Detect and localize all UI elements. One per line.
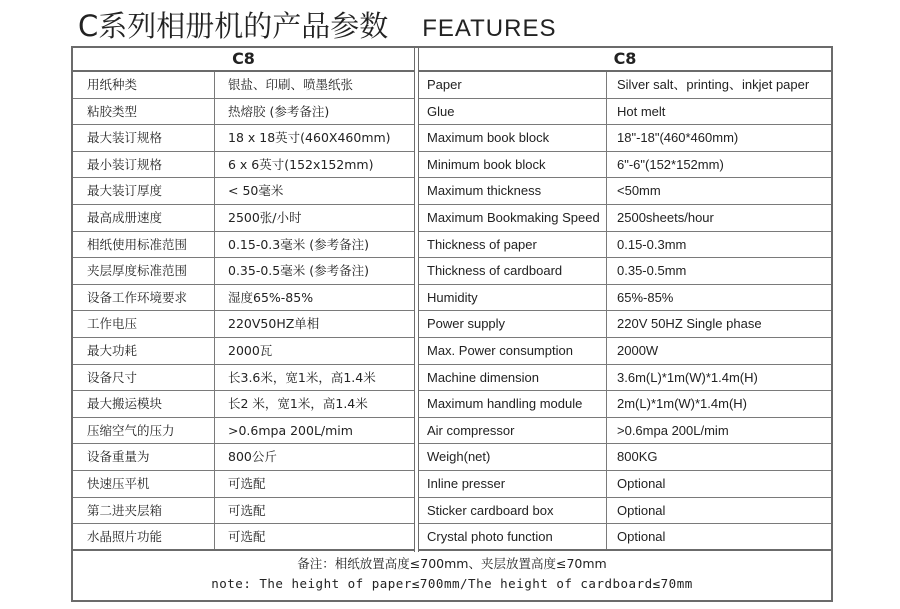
en-spec-label: Maximum Bookmaking Speed [419, 205, 607, 231]
cn-spec-label: 粘胶类型 [73, 99, 215, 125]
cn-spec-label: 最小装订规格 [73, 152, 215, 178]
en-spec-value: Optional [617, 529, 666, 545]
en-spec-row [419, 125, 831, 152]
en-spec-label: Glue [419, 99, 607, 125]
cn-spec-label: 最大装订规格 [73, 125, 215, 151]
cn-spec-value: 2000瓦 [228, 342, 273, 358]
cn-spec-value: 可选配 [228, 502, 266, 518]
cn-spec-label: 相纸使用标准范围 [73, 232, 215, 258]
cn-spec-row [73, 471, 414, 498]
cn-spec-row [73, 311, 414, 338]
cn-spec-label: 压缩空气的压力 [73, 418, 215, 444]
en-spec-label: Sticker cardboard box [419, 498, 607, 524]
cn-spec-row [73, 205, 414, 232]
en-spec-row [419, 152, 831, 179]
en-spec-row [419, 498, 831, 525]
en-spec-value: Optional [617, 502, 666, 518]
en-spec-label: Max. Power consumption [419, 338, 607, 364]
en-spec-label: Maximum book block [419, 125, 607, 151]
cn-spec-label: 快速压平机 [73, 471, 215, 497]
en-spec-label: Thickness of cardboard [419, 258, 607, 284]
en-spec-value: 65%-85% [617, 289, 674, 305]
en-spec-row [419, 471, 831, 498]
cn-spec-row [73, 232, 414, 259]
cn-spec-label: 水晶照片功能 [73, 524, 215, 549]
en-spec-label: Humidity [419, 285, 607, 311]
en-spec-value: Optional [617, 475, 666, 491]
en-spec-row [419, 232, 831, 259]
en-spec-label: Maximum handling module [419, 391, 607, 417]
cn-spec-row [73, 444, 414, 471]
en-spec-row [419, 72, 831, 99]
right-rows [419, 72, 831, 551]
en-spec-value: 3.6m(L)*1m(W)*1.4m(H) [617, 369, 758, 385]
en-spec-label: Weigh(net) [419, 444, 607, 470]
cn-spec-label: 最大功耗 [73, 338, 215, 364]
english-column [419, 48, 831, 551]
cn-spec-value: 可选配 [228, 529, 266, 545]
cn-spec-label: 最高成册速度 [73, 205, 215, 231]
cn-spec-label: 最大搬运模块 [73, 391, 215, 417]
en-spec-value: 18"-18"(460*460mm) [617, 130, 739, 146]
cn-spec-row [73, 99, 414, 126]
cn-spec-label: 设备重量为 [73, 444, 215, 470]
en-spec-value: 220V 50HZ Single phase [617, 316, 762, 332]
en-spec-row [419, 418, 831, 445]
cn-spec-value: 热熔胶 (参考备注) [228, 103, 330, 119]
cn-spec-row [73, 418, 414, 445]
cn-spec-value: 220V50HZ单相 [228, 316, 320, 332]
cn-spec-row [73, 498, 414, 525]
en-spec-label: Inline presser [419, 471, 607, 497]
left-header: C8 [73, 48, 414, 72]
cn-spec-label: 工作电压 [73, 311, 215, 337]
en-spec-value: 2000W [617, 342, 659, 358]
chinese-column [73, 48, 414, 551]
cn-spec-value: 6 x 6英寸(152x152mm) [228, 156, 374, 172]
en-spec-value: 6"-6"(152*152mm) [617, 156, 724, 172]
cn-spec-label: 夹层厚度标准范围 [73, 258, 215, 284]
cn-spec-label: 第二进夹层箱 [73, 498, 215, 524]
en-spec-label: Machine dimension [419, 365, 607, 391]
footer-note-english: note: The height of paper≤700mm/The height of cardboard≤70mm [211, 576, 693, 591]
en-spec-value: 2m(L)*1m(W)*1.4m(H) [617, 396, 747, 412]
title-chinese: C系列相册机的产品参数 [78, 9, 389, 43]
en-spec-value: 800KG [617, 449, 658, 465]
en-spec-row [419, 99, 831, 126]
en-spec-value: 0.35-0.5mm [617, 263, 687, 279]
cn-spec-row [73, 285, 414, 312]
cn-spec-value: 0.15-0.3毫米 (参考备注) [228, 236, 369, 252]
cn-spec-row [73, 258, 414, 285]
en-spec-label: Minimum book block [419, 152, 607, 178]
en-spec-row [419, 285, 831, 312]
en-spec-row [419, 391, 831, 418]
en-spec-row [419, 205, 831, 232]
cn-spec-value: 长2 米，宽1米，高1.4米 [228, 396, 368, 412]
right-header: C8 [419, 48, 831, 72]
cn-spec-value: 湿度65%-85% [228, 289, 314, 305]
cn-spec-value: 18 x 18英寸(460X460mm) [228, 130, 391, 146]
cn-spec-row [73, 365, 414, 392]
en-spec-label: Maximum thickness [419, 178, 607, 204]
cn-spec-label: 最大装订厚度 [73, 178, 215, 204]
cn-spec-value: 0.35-0.5毫米 (参考备注) [228, 263, 369, 279]
cn-spec-row [73, 72, 414, 99]
cn-spec-row [73, 178, 414, 205]
cn-spec-row [73, 524, 414, 551]
page-title [78, 4, 556, 44]
cn-spec-row [73, 338, 414, 365]
en-spec-row [419, 444, 831, 471]
en-spec-row [419, 365, 831, 392]
cn-spec-row [73, 125, 414, 152]
spec-table [71, 46, 833, 602]
title-english: FEATURES [422, 15, 557, 42]
cn-spec-value: 2500张/小时 [228, 209, 302, 225]
cn-spec-label: 设备工作环境要求 [73, 285, 215, 311]
en-spec-row [419, 258, 831, 285]
en-spec-value: Hot melt [617, 103, 666, 119]
en-spec-row [419, 338, 831, 365]
cn-spec-label: 设备尺寸 [73, 365, 215, 391]
en-spec-row [419, 311, 831, 338]
en-spec-label: Crystal photo function [419, 524, 607, 549]
en-spec-value: Silver salt、printing、inkjet paper [617, 77, 810, 92]
en-spec-label: Paper [419, 72, 607, 98]
cn-spec-value: 800公斤 [228, 449, 277, 465]
en-spec-label: Air compressor [419, 418, 607, 444]
cn-spec-value: >0.6mpa 200L/mim [228, 422, 353, 438]
cn-spec-value: 银盐、印刷、喷墨纸张 [228, 77, 354, 92]
en-spec-label: Thickness of paper [419, 232, 607, 258]
en-spec-row [419, 178, 831, 205]
footer-notes [73, 554, 831, 594]
en-spec-row [419, 524, 831, 551]
cn-spec-value: 长3.6米，宽1米，高1.4米 [228, 369, 376, 385]
en-spec-value: 2500sheets/hour [617, 209, 714, 225]
cn-spec-label: 用纸种类 [73, 72, 215, 98]
en-spec-value: 0.15-0.3mm [617, 236, 687, 252]
cn-spec-value: 可选配 [228, 475, 266, 491]
cn-spec-row [73, 391, 414, 418]
en-spec-label: Power supply [419, 311, 607, 337]
cn-spec-row [73, 152, 414, 179]
en-spec-value: <50mm [617, 183, 661, 199]
left-rows [73, 72, 414, 551]
footer-note-chinese: 备注：相纸放置高度≤700mm、夹层放置高度≤70mm [297, 556, 607, 571]
en-spec-value: >0.6mpa 200L/mim [617, 422, 729, 438]
cn-spec-value: < 50毫米 [228, 183, 284, 199]
